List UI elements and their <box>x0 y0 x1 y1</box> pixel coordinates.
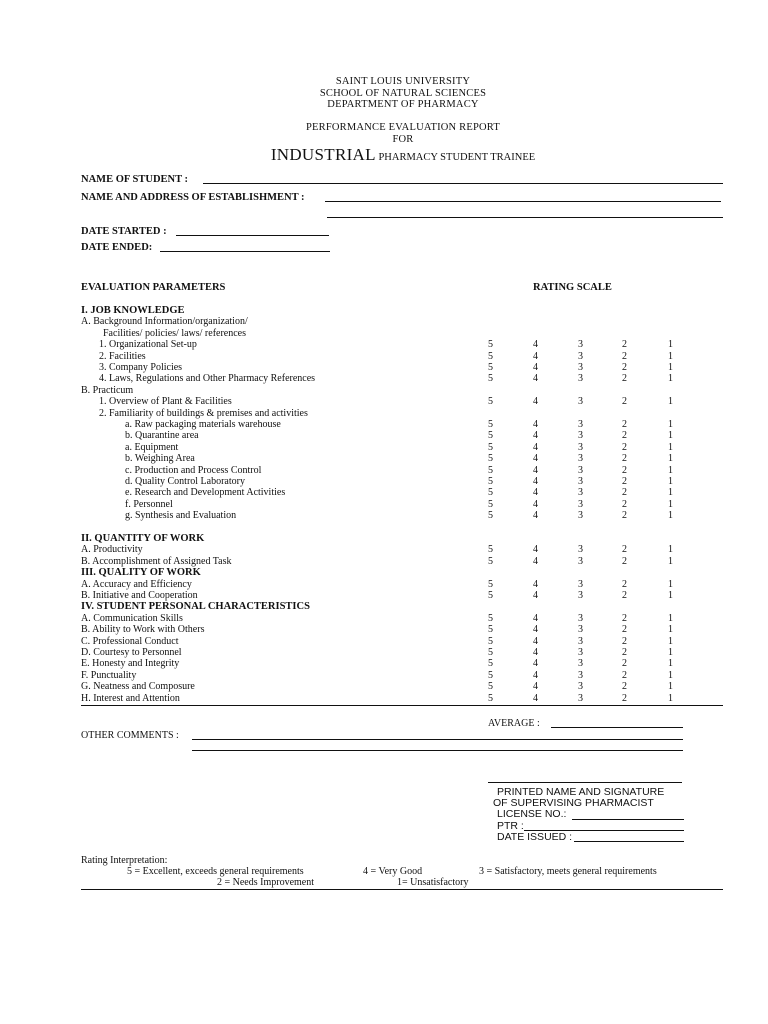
rating-option-2[interactable]: 2 <box>622 658 627 670</box>
parameter-label: d. Quality Control Laboratory <box>125 476 245 487</box>
rating-option-4[interactable]: 4 <box>533 635 538 647</box>
supervising-pharmacist-label: OF SUPERVISING PHARMACIST <box>493 797 654 809</box>
section-heading: I. JOB KNOWLEDGE <box>81 305 185 316</box>
rating-option-3[interactable]: 3 <box>578 362 583 373</box>
rating-option-5[interactable]: 5 <box>488 373 493 385</box>
rating-option-3[interactable]: 3 <box>578 635 583 647</box>
section-heading: II. QUANTITY OF WORK <box>81 533 205 544</box>
rating-option-5[interactable]: 5 <box>488 441 493 453</box>
rating-option-1[interactable]: 1 <box>668 681 673 693</box>
rating-option-3[interactable]: 3 <box>578 692 583 704</box>
rating-option-3[interactable]: 3 <box>578 464 583 476</box>
rating-option-5[interactable]: 5 <box>488 555 493 567</box>
rating-option-2[interactable]: 2 <box>622 590 627 601</box>
rating-option-4[interactable]: 4 <box>533 510 538 522</box>
rating-option-5[interactable]: 5 <box>488 510 493 522</box>
rating-option-2[interactable]: 2 <box>622 555 627 567</box>
parameter-label: E. Honesty and Integrity <box>81 658 180 670</box>
rating-option-4[interactable]: 4 <box>533 658 538 670</box>
rating-5-desc: 5 = Excellent, exceeds general requirements <box>127 866 304 877</box>
parameter-label: g. Synthesis and Evaluation <box>125 510 237 522</box>
rating-option-1[interactable]: 1 <box>668 373 673 385</box>
parameter-label: a. Equipment <box>125 441 179 453</box>
title-rest: PHARMACY STUDENT TRAINEE <box>378 152 536 163</box>
rating-option-3[interactable]: 3 <box>578 658 583 670</box>
rating-option-3[interactable]: 3 <box>578 647 583 658</box>
license-label: LICENSE NO.: <box>497 808 567 820</box>
rating-option-3[interactable]: 3 <box>578 350 583 362</box>
rating-option-5[interactable]: 5 <box>488 362 493 373</box>
rating-option-3[interactable]: 3 <box>578 476 583 487</box>
report-title: PERFORMANCE EVALUATION REPORT <box>306 122 500 133</box>
rating-option-3[interactable]: 3 <box>578 487 583 499</box>
average-line[interactable] <box>551 727 683 728</box>
date-issued-label: DATE ISSUED : <box>497 831 573 843</box>
rating-option-4[interactable]: 4 <box>533 396 538 408</box>
parameter-label: B. Accomplishment of Assigned Task <box>81 555 232 567</box>
establishment-line-2[interactable] <box>327 217 723 218</box>
rating-option-1[interactable]: 1 <box>668 510 673 522</box>
rating-option-2[interactable]: 2 <box>622 544 627 556</box>
rating-option-2[interactable]: 2 <box>622 578 627 590</box>
rating-option-1[interactable]: 1 <box>668 396 673 408</box>
rating-option-3[interactable]: 3 <box>578 681 583 693</box>
rating-option-4[interactable]: 4 <box>533 430 538 442</box>
printed-name-label: PRINTED NAME AND SIGNATURE <box>497 786 665 798</box>
rating-option-3[interactable]: 3 <box>578 612 583 624</box>
rating-option-5[interactable]: 5 <box>488 658 493 670</box>
parameter-label: b. Weighing Area <box>125 453 195 465</box>
rating-option-1[interactable]: 1 <box>668 578 673 590</box>
rating-option-5[interactable]: 5 <box>488 476 493 487</box>
rating-option-1[interactable]: 1 <box>668 441 673 453</box>
table-bottom-rule <box>81 705 723 706</box>
rating-option-4[interactable]: 4 <box>533 453 538 465</box>
rating-option-5[interactable]: 5 <box>488 498 493 510</box>
rating-option-2[interactable]: 2 <box>622 430 627 442</box>
rating-option-1[interactable]: 1 <box>668 692 673 704</box>
parameter-label: B. Initiative and Cooperation <box>81 590 198 601</box>
date-ended-line[interactable] <box>160 251 330 252</box>
establishment-label: NAME AND ADDRESS OF ESTABLISHMENT : <box>81 192 305 203</box>
rating-option-2[interactable]: 2 <box>622 692 627 704</box>
title-big-word: INDUSTRIAL <box>270 145 376 164</box>
comments-line-1[interactable] <box>192 739 683 740</box>
parameter-label: a. Raw packaging materials warehouse <box>125 419 281 430</box>
rating-2-desc: 2 = Needs Improvement <box>217 877 315 888</box>
footer-rule <box>81 889 723 890</box>
date-started-label: DATE STARTED : <box>81 226 167 237</box>
evaluation-parameters-heading: EVALUATION PARAMETERS <box>81 282 226 293</box>
rating-option-2[interactable]: 2 <box>622 498 627 510</box>
rating-option-1[interactable]: 1 <box>668 544 673 556</box>
other-comments-label: OTHER COMMENTS : <box>81 730 179 741</box>
report-subtitle <box>0 145 768 165</box>
parameter-label: 2. Familiarity of buildings & premises and activities <box>99 407 308 419</box>
rating-option-1[interactable]: 1 <box>668 624 673 636</box>
rating-option-1[interactable]: 1 <box>668 658 673 670</box>
rating-option-5[interactable]: 5 <box>488 692 493 704</box>
parameter-label: e. Research and Development Activities <box>125 487 286 499</box>
parameter-label: G. Neatness and Composure <box>81 681 195 693</box>
rating-option-2[interactable]: 2 <box>622 510 627 522</box>
rating-option-2[interactable]: 2 <box>622 487 627 499</box>
parameter-label: f. Personnel <box>125 498 173 510</box>
rating-option-3[interactable]: 3 <box>578 441 583 453</box>
rating-option-3[interactable]: 3 <box>578 544 583 556</box>
rating-option-1[interactable]: 1 <box>668 669 673 681</box>
rating-option-5[interactable]: 5 <box>488 419 493 430</box>
rating-option-1[interactable]: 1 <box>668 350 673 362</box>
rating-scale-heading: RATING SCALE <box>533 282 612 293</box>
rating-option-4[interactable]: 4 <box>533 578 538 590</box>
rating-option-3[interactable]: 3 <box>578 453 583 465</box>
parameter-label: A. Accuracy and Efficiency <box>81 578 192 590</box>
rating-option-2[interactable]: 2 <box>622 624 627 636</box>
rating-option-5[interactable]: 5 <box>488 350 493 362</box>
rating-option-2[interactable]: 2 <box>622 396 627 408</box>
department-name: DEPARTMENT OF PHARMACY <box>327 99 479 110</box>
report-for: FOR <box>392 133 414 145</box>
section-heading: III. QUALITY OF WORK <box>81 567 201 579</box>
rating-option-4[interactable]: 4 <box>533 692 538 704</box>
parameter-label: c. Production and Process Control <box>125 464 262 476</box>
rating-option-1[interactable]: 1 <box>668 590 673 601</box>
rating-option-3[interactable]: 3 <box>578 373 583 385</box>
comments-line-2[interactable] <box>192 750 683 751</box>
parameter-label: F. Punctuality <box>81 669 137 681</box>
parameter-label: A. Productivity <box>81 544 143 556</box>
rating-interpretation-title: Rating Interpretation: <box>81 855 168 866</box>
rating-option-3[interactable]: 3 <box>578 590 583 601</box>
rating-option-2[interactable]: 2 <box>622 441 627 453</box>
rating-option-3[interactable]: 3 <box>578 430 583 442</box>
average-label: AVERAGE : <box>488 718 540 729</box>
student-name-label: NAME OF STUDENT : <box>81 174 189 185</box>
rating-option-3[interactable]: 3 <box>578 498 583 510</box>
parameter-label: C. Professional Conduct <box>81 635 179 647</box>
rating-option-2[interactable]: 2 <box>622 350 627 362</box>
parameter-label: D. Courtesy to Personnel <box>81 647 182 658</box>
parameter-label: B. Practicum <box>81 384 134 396</box>
rating-option-3[interactable]: 3 <box>578 624 583 636</box>
rating-option-5[interactable]: 5 <box>488 578 493 590</box>
rating-option-2[interactable]: 2 <box>622 339 627 351</box>
parameter-label: 1. Overview of Plant & Facilities <box>99 396 232 408</box>
rating-option-1[interactable]: 1 <box>668 476 673 487</box>
rating-option-5[interactable]: 5 <box>488 624 493 636</box>
date-started-line[interactable] <box>176 235 329 236</box>
rating-option-1[interactable]: 1 <box>668 612 673 624</box>
rating-option-2[interactable]: 2 <box>622 647 627 658</box>
rating-option-3[interactable]: 3 <box>578 419 583 430</box>
rating-option-4[interactable]: 4 <box>533 590 538 601</box>
rating-option-5[interactable]: 5 <box>488 612 493 624</box>
parameter-label: Facilities/ policies/ laws/ references <box>103 327 247 339</box>
rating-option-1[interactable]: 1 <box>668 362 673 373</box>
rating-option-2[interactable]: 2 <box>622 419 627 430</box>
parameter-label: 1. Organizational Set-up <box>99 339 197 351</box>
parameter-label: 2. Facilities <box>99 350 146 362</box>
rating-3-desc: 3 = Satisfactory, meets general requirements <box>479 866 657 877</box>
rating-option-3[interactable]: 3 <box>578 578 583 590</box>
rating-option-4[interactable]: 4 <box>533 647 538 658</box>
rating-option-3[interactable]: 3 <box>578 510 583 522</box>
rating-option-2[interactable]: 2 <box>622 453 627 465</box>
parameter-label: B. Ability to Work with Others <box>81 624 205 636</box>
rating-option-4[interactable]: 4 <box>533 487 538 499</box>
rating-option-1[interactable]: 1 <box>668 453 673 465</box>
rating-option-3[interactable]: 3 <box>578 669 583 681</box>
rating-option-4[interactable]: 4 <box>533 362 538 373</box>
rating-option-1[interactable]: 1 <box>668 430 673 442</box>
signature-line[interactable] <box>488 782 682 783</box>
rating-option-3[interactable]: 3 <box>578 396 583 408</box>
rating-option-4[interactable]: 4 <box>533 544 538 556</box>
rating-option-1[interactable]: 1 <box>668 464 673 476</box>
rating-option-4[interactable]: 4 <box>533 624 538 636</box>
date-issued-line[interactable] <box>574 841 684 842</box>
rating-option-4[interactable]: 4 <box>533 612 538 624</box>
rating-option-3[interactable]: 3 <box>578 555 583 567</box>
section-heading: IV. STUDENT PERSONAL CHARACTERISTICS <box>81 601 310 613</box>
rating-option-1[interactable]: 1 <box>668 419 673 430</box>
rating-option-2[interactable]: 2 <box>622 635 627 647</box>
rating-option-5[interactable]: 5 <box>488 590 493 601</box>
license-line[interactable] <box>572 819 684 820</box>
rating-option-5[interactable]: 5 <box>488 487 493 499</box>
rating-option-4[interactable]: 4 <box>533 373 538 385</box>
rating-option-4[interactable]: 4 <box>533 464 538 476</box>
rating-option-5[interactable]: 5 <box>488 681 493 693</box>
rating-option-4[interactable]: 4 <box>533 681 538 693</box>
rating-option-5[interactable]: 5 <box>488 339 493 351</box>
parameter-label: 4. Laws, Regulations and Other Pharmacy References <box>99 373 316 385</box>
ptr-label: PTR : <box>497 820 524 832</box>
rating-option-4[interactable]: 4 <box>533 339 538 351</box>
rating-option-5[interactable]: 5 <box>488 544 493 556</box>
rating-option-5[interactable]: 5 <box>488 453 493 465</box>
rating-option-4[interactable]: 4 <box>533 669 538 681</box>
parameter-label: 3. Company Policies <box>99 362 183 373</box>
establishment-line-1[interactable] <box>325 201 721 202</box>
rating-option-2[interactable]: 2 <box>622 669 627 681</box>
parameter-label: b. Quarantine area <box>125 430 199 442</box>
rating-option-1[interactable]: 1 <box>668 339 673 351</box>
rating-option-5[interactable]: 5 <box>488 464 493 476</box>
rating-option-4[interactable]: 4 <box>533 498 538 510</box>
rating-option-5[interactable]: 5 <box>488 635 493 647</box>
rating-option-4[interactable]: 4 <box>533 476 538 487</box>
rating-option-2[interactable]: 2 <box>622 362 627 373</box>
rating-1-desc: 1= Unsatisfactory <box>397 877 469 888</box>
rating-option-5[interactable]: 5 <box>488 396 493 408</box>
rating-option-4[interactable]: 4 <box>533 350 538 362</box>
rating-option-1[interactable]: 1 <box>668 487 673 499</box>
school-name: SCHOOL OF NATURAL SCIENCES <box>319 87 487 99</box>
rating-option-5[interactable]: 5 <box>488 430 493 442</box>
rating-option-1[interactable]: 1 <box>668 635 673 647</box>
rating-option-4[interactable]: 4 <box>533 419 538 430</box>
parameter-label: A. Communication Skills <box>81 612 183 624</box>
university-name: SAINT LOUIS UNIVERSITY <box>335 76 471 87</box>
rating-option-1[interactable]: 1 <box>668 555 673 567</box>
rating-option-1[interactable]: 1 <box>668 647 673 658</box>
parameter-label: H. Interest and Attention <box>81 692 180 704</box>
student-name-line[interactable] <box>203 183 723 184</box>
rating-option-5[interactable]: 5 <box>488 647 493 658</box>
rating-option-3[interactable]: 3 <box>578 339 583 351</box>
rating-option-1[interactable]: 1 <box>668 498 673 510</box>
date-ended-label: DATE ENDED: <box>81 242 153 253</box>
rating-option-2[interactable]: 2 <box>622 373 627 385</box>
parameter-label: A. Background Information/organization/ <box>81 316 248 328</box>
rating-4-desc: 4 = Very Good <box>363 866 423 877</box>
rating-option-2[interactable]: 2 <box>622 612 627 624</box>
rating-option-2[interactable]: 2 <box>622 464 627 476</box>
rating-option-2[interactable]: 2 <box>622 681 627 693</box>
rating-option-2[interactable]: 2 <box>622 476 627 487</box>
rating-option-5[interactable]: 5 <box>488 669 493 681</box>
rating-option-4[interactable]: 4 <box>533 555 538 567</box>
rating-option-4[interactable]: 4 <box>533 441 538 453</box>
